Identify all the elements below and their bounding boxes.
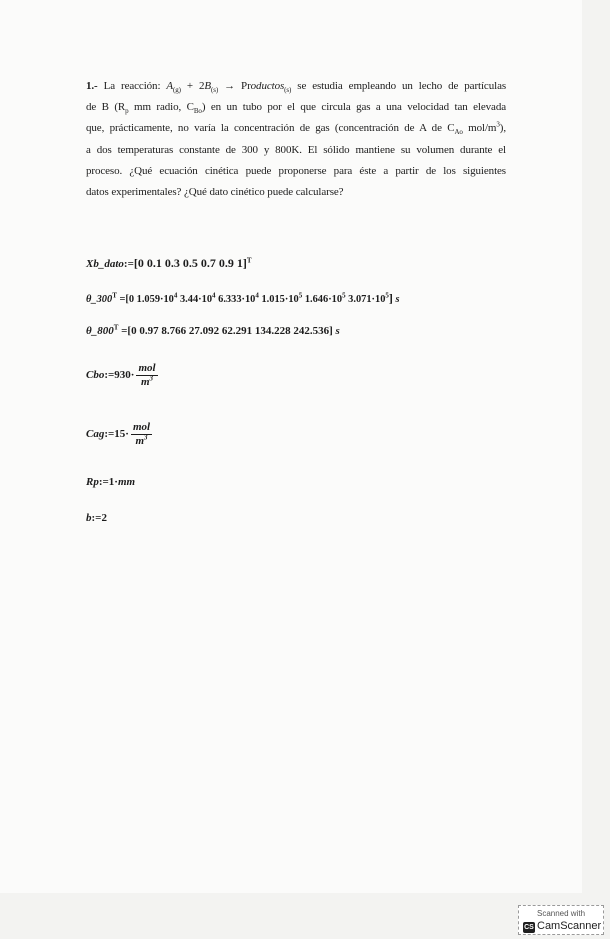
scanned-with-caption: Scanned with <box>536 909 586 918</box>
problem-line-3: que, prácticamente, no varía la concentración de gas (concentración de A de $C_{Ao}$ mol/$m^3$), <box>86 120 506 137</box>
eq-rp: Rp:=1·mm <box>86 476 136 488</box>
camscanner-brand: CamScanner <box>537 920 602 932</box>
problem-line-2: de B ($R_p$ mm radio, $C_{Bo}$) en un tubo por el que circula gas a una velocidad tan elevada <box>86 101 507 116</box>
eq-cag: Cag:=15· $\frac{\text{mol}}{m^3}$ <box>86 421 151 447</box>
camscanner-logo-icon: CS <box>524 924 534 931</box>
eq-theta-300: $\theta\_300^T =[0$ $1.059\cdot 10^4$ $3.44\cdot 10^4$ $6.333\cdot 10^4$ $1.015\cdot 10^5$ $1.646\cdot 10^5$ $3.071\cdot 10^5$] s <box>86 291 400 305</box>
eq-b: b:=2 <box>86 512 107 524</box>
camscanner-watermark <box>518 905 604 935</box>
problem-line-6: datos experimentales? ¿Qué dato cinético puede calcularse? <box>86 186 344 199</box>
problem-line-1: 1.- La reacción: $A_{(g)} + 2B_{(s)}$ → Productos$_{(s)}$ se estudia empleando un lecho de partículas <box>86 80 507 95</box>
problem-line-4: a dos temperaturas constante de 300 y 800K. El sólido mantiene su volumen durante el <box>86 143 506 156</box>
cag-unit-fraction: $\frac{\text{mol}}{m^3}$ <box>132 421 151 447</box>
eq-xb-dato: Xb_dato:=[0 0.1 0.3 0.5 0.7 0.9 1]$^T$ <box>86 256 252 270</box>
problem-statement <box>86 76 506 203</box>
problem-line-5: proceso. ¿Qué ecuación cinética puede proponerse para éste a partir de los siguientes <box>86 164 506 177</box>
cbo-unit-fraction: $\frac{\text{mol}}{m^3}$ <box>138 362 156 388</box>
eq-theta-800: $\theta\_800^T =[0$ 0.97 8.766 27.092 62.291 134.228 242.536] s <box>86 323 340 337</box>
eq-cbo: Cbo:=930· $\frac{\text{mol}}{m^3}$ <box>86 362 156 388</box>
